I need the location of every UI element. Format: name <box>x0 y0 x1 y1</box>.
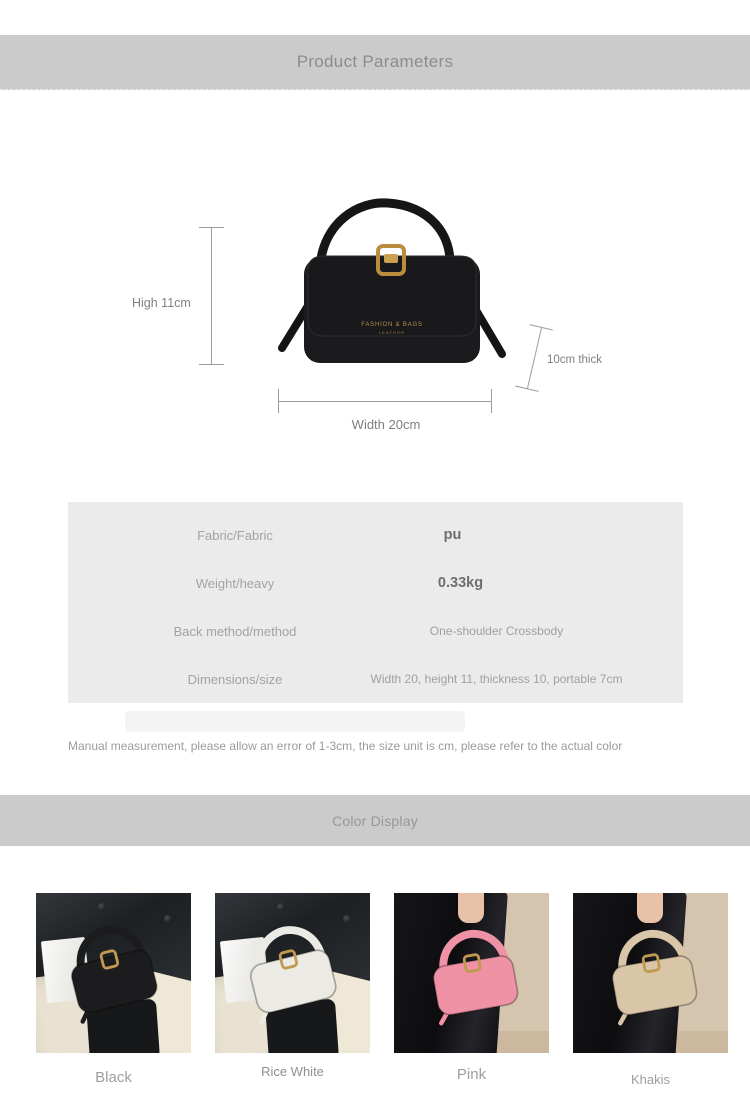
parameter-row-back-method <box>68 607 683 655</box>
parameter-value: pu <box>443 527 462 543</box>
height-dimension-cap-bottom <box>199 364 224 365</box>
parameters-table <box>68 502 683 703</box>
section-title: Color Display <box>332 812 418 829</box>
parameter-value: One-shoulder Crossbody <box>429 624 564 638</box>
color-options <box>0 893 750 1093</box>
sofa-button <box>277 903 285 911</box>
product-parameters-header <box>0 35 750 90</box>
sofa-button <box>164 915 172 923</box>
khakis-bag-photo <box>573 893 728 1053</box>
black-bag-photo <box>36 893 191 1053</box>
color-option-label: Pink <box>456 1066 487 1083</box>
color-display-header <box>0 795 750 846</box>
parameter-label: Dimensions/size <box>187 671 283 687</box>
parameter-value: Width 20, height 11, thickness 10, portable 7cm <box>370 672 623 686</box>
parameter-row-fabric <box>68 511 683 559</box>
bag-illustration <box>412 916 540 1034</box>
measurement-disclaimer: Manual measurement, please allow an error of 1-3cm, the size unit is cm, please refer to the actual color <box>68 739 623 753</box>
hand <box>637 893 663 923</box>
parameter-label: Fabric/Fabric <box>197 527 273 543</box>
bag-brand-text: FASHION & BAGS <box>361 322 423 328</box>
section-title: Product Parameters <box>296 52 454 71</box>
sofa-button <box>98 903 106 911</box>
parameter-label: Weight/heavy <box>195 575 275 591</box>
color-option-rice-white[interactable] <box>215 893 370 1079</box>
sofa-button <box>343 915 351 923</box>
rice-white-bag-photo <box>215 893 370 1053</box>
parameter-row-weight <box>68 559 683 607</box>
size-diagram <box>0 90 750 470</box>
faded-watermark-bar <box>125 711 465 732</box>
color-option-label: Rice White <box>261 1064 324 1079</box>
height-dimension-line <box>211 227 212 365</box>
width-dimension-line <box>278 401 492 402</box>
parameter-value: 0.33kg <box>437 575 484 591</box>
parameter-label: Back method/method <box>173 623 297 639</box>
width-dimension-label: Width 20cm <box>351 417 421 432</box>
height-dimension-label: High 11cm <box>132 296 191 310</box>
hand <box>458 893 484 923</box>
color-option-pink[interactable] <box>394 893 549 1083</box>
parameter-row-dimensions <box>68 655 683 703</box>
width-dimension-cap-right <box>491 389 492 413</box>
handbag-product-image <box>272 196 508 376</box>
pink-bag-photo <box>394 893 549 1053</box>
color-option-black[interactable] <box>36 893 191 1086</box>
bag-brand-subtext: LEATHER <box>378 330 406 335</box>
color-option-khakis[interactable] <box>573 893 728 1087</box>
color-option-label: Khakis <box>630 1072 671 1087</box>
bag-illustration <box>591 916 719 1034</box>
color-option-label: Black <box>95 1069 132 1086</box>
thickness-dimension-label: 10cm thick <box>547 354 602 366</box>
